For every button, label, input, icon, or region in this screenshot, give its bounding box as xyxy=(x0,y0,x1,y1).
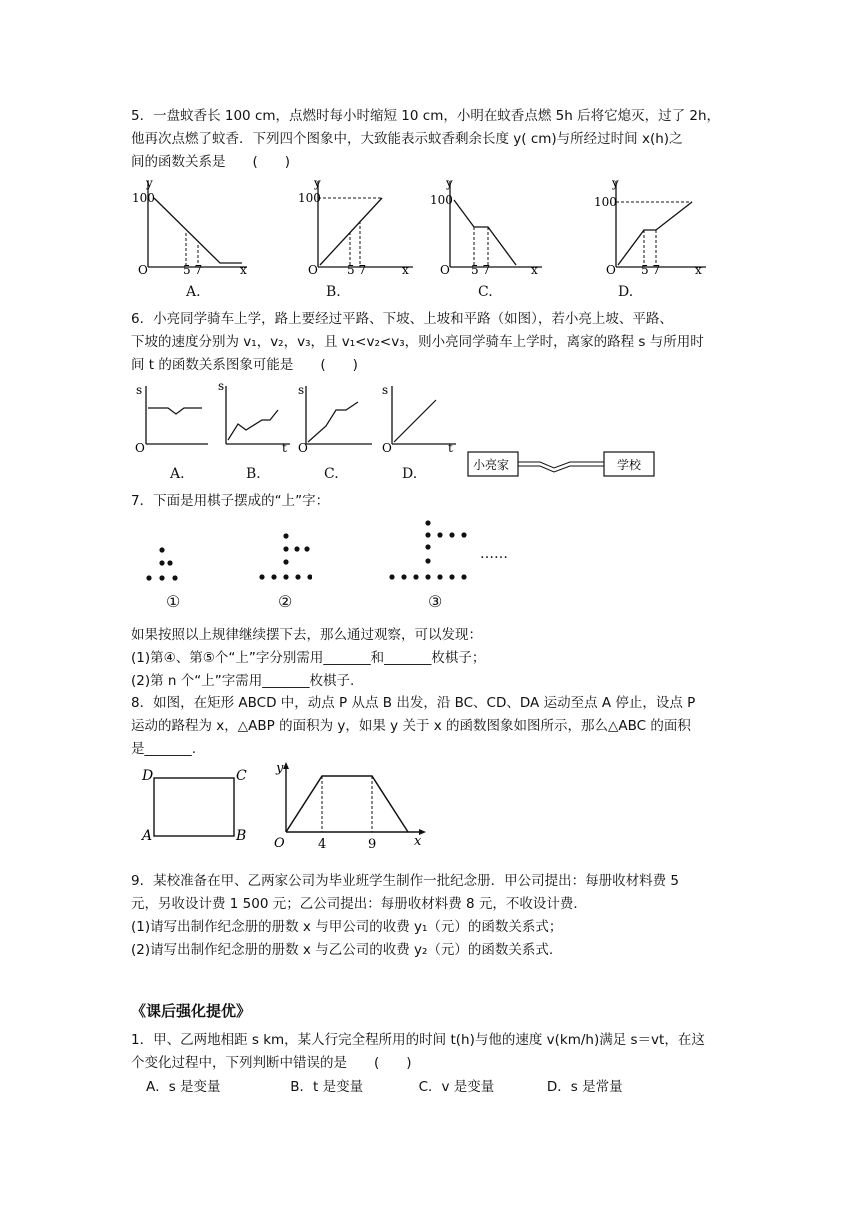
axis-s-label: s xyxy=(298,383,305,397)
axis-s-label: s xyxy=(136,383,143,397)
origin-label: O xyxy=(298,441,308,455)
q5-option-b: B. xyxy=(326,284,341,300)
origin-label: O xyxy=(606,263,616,275)
axis-x-label: x xyxy=(414,834,422,849)
axis-y-label: y xyxy=(446,176,453,190)
x-tick-label: 5 7 xyxy=(183,263,203,275)
origin-label: O xyxy=(135,441,145,455)
q6-option-a: A. xyxy=(170,466,185,482)
q6-line-1: 6．小亮同学骑车上学，路上要经过平路、下坡、上坡和平路（如图），若小亮上坡、平路、 xyxy=(131,311,673,327)
school-label: 学校 xyxy=(617,458,642,472)
s1-line-2: 个变化过程中，下列判断中错误的是 ( ) xyxy=(131,1055,412,1071)
q8-function-graph xyxy=(272,760,432,852)
q6-road-diagram xyxy=(466,448,676,480)
origin-label: O xyxy=(440,263,450,275)
q5-line-1: 5．一盘蚊香长 100 cm，点燃时每小时缩短 10 cm，小明在蚊香点燃 5h 后将它熄灭，过了 2h， xyxy=(131,108,721,124)
q7-pattern-3 xyxy=(386,515,476,585)
axis-y-label: y xyxy=(612,176,619,190)
s1-option-a: A．s 是变量 xyxy=(146,1079,221,1095)
x-tick-label: 5 7 xyxy=(347,263,367,275)
origin-label: O xyxy=(138,263,148,275)
q9-line-4: (2)请写出制作纪念册的册数 x 与乙公司的收费 y₂（元）的函数关系式. xyxy=(131,942,554,958)
x-tick-9: 9 xyxy=(368,837,377,852)
axis-t-label: t xyxy=(448,441,453,455)
vertex-a-label: A xyxy=(142,828,153,844)
q6-graph-c xyxy=(296,380,376,455)
q9-line-1: 9．某校准备在甲、乙两家公司为毕业班学生制作一批纪念册．甲公司提出：每册收材料费 5 xyxy=(131,873,679,889)
axis-x-label: x xyxy=(402,263,409,275)
q5-line-3: 间的函数关系是 ( ) xyxy=(131,154,291,170)
origin-label: O xyxy=(274,836,285,851)
q8-line-2: 运动的路程为 x，△ABP 的面积为 y，如果 y 关于 x 的函数图象如图所示，那么△ABC 的面积 xyxy=(131,718,691,734)
axis-y-label: y xyxy=(276,761,284,776)
q7-pattern-1 xyxy=(140,540,190,585)
axis-y-label: y xyxy=(314,176,321,190)
q7-line-3: (1)第④、第⑤个“上”字分别需用_______和_______枚棋子； xyxy=(131,650,486,666)
s1-option-c: C．v 是变量 xyxy=(418,1079,495,1095)
q8-line-1: 8．如图，在矩形 ABCD 中，动点 P 从点 B 出发，沿 BC、CD、DA 运动至点 A 停止，设点 P xyxy=(131,695,696,711)
s1-options xyxy=(146,1076,623,1098)
home-label: 小亮家 xyxy=(473,458,510,472)
q6-graph-d xyxy=(380,380,460,455)
axis-s-label: s xyxy=(218,380,225,393)
vertex-d-label: D xyxy=(142,768,154,784)
q9-line-2: 元，另收设计费 1 500 元；乙公司提出：每册收材料费 8 元，不收设计费． xyxy=(131,896,587,912)
y-tick-label: 100 xyxy=(430,193,453,207)
x-tick-label: 5 7 xyxy=(641,263,661,275)
q5-option-a: A. xyxy=(186,284,201,300)
q7-line-1: 7．下面是用棋子摆成的“上”字： xyxy=(131,493,330,509)
q7-label-2: ② xyxy=(278,592,293,611)
x-tick-label: 5 7 xyxy=(471,263,491,275)
q6-graph-a xyxy=(132,380,212,455)
q7-label-3: ③ xyxy=(428,592,443,611)
origin-label: O xyxy=(382,441,392,455)
q8-rectangle-figure xyxy=(140,762,255,844)
axis-x-label: x xyxy=(695,263,702,275)
s1-option-d: D．s 是常量 xyxy=(546,1079,623,1095)
q5-line-2: 他再次点燃了蚊香．下列四个图象中，大致能表示蚊香剩余长度 y( cm)与所经过时间 x(h)之 xyxy=(131,131,683,147)
axis-x-label: x xyxy=(240,263,247,275)
q5-option-c: C. xyxy=(478,284,493,300)
s1-line-1: 1．甲、乙两地相距 s km，某人行完全程所用的时间 t(h)与他的速度 v(km/h)满足 s＝vt，在这 xyxy=(131,1032,705,1048)
y-tick-label: 100 xyxy=(132,191,155,205)
q7-label-1: ① xyxy=(166,592,181,611)
axis-t-label: t xyxy=(282,441,287,455)
origin-label: O xyxy=(308,263,318,275)
vertex-c-label: C xyxy=(236,768,247,784)
q6-line-2: 下坡的速度分别为 v₁，v₂，v₃，且 v₁<v₂<v₃，则小亮同学骑车上学时，离家的路程 s 与所用时 xyxy=(131,334,704,350)
q5-graph-a xyxy=(132,175,252,275)
axis-s-label: s xyxy=(382,383,389,397)
q5-graph-d xyxy=(594,175,714,275)
q5-graph-b xyxy=(298,175,418,275)
s1-option-b: B．t 是变量 xyxy=(290,1079,364,1095)
q7-pattern-2 xyxy=(252,528,312,585)
q6-line-3: 间 t 的函数关系图象可能是 ( ) xyxy=(131,357,358,373)
q7-line-2: 如果按照以上规律继续摆下去，那么通过观察，可以发现： xyxy=(131,627,482,643)
x-tick-4: 4 xyxy=(318,837,327,852)
y-tick-label: 100 xyxy=(594,195,617,209)
axis-x-label: x xyxy=(531,263,538,275)
q6-graph-b xyxy=(216,380,296,455)
section-heading: 《课后强化提优》 xyxy=(131,1002,252,1020)
q5-graph-c xyxy=(430,175,550,275)
q7-ellipsis: …… xyxy=(480,546,508,562)
q9-line-3: (1)请写出制作纪念册的册数 x 与甲公司的收费 y₁（元）的函数关系式； xyxy=(131,919,563,935)
q8-line-3: 是_______. xyxy=(131,741,197,757)
q5-option-d: D. xyxy=(618,284,634,300)
q6-option-d: D. xyxy=(402,466,418,482)
q6-option-c: C. xyxy=(324,466,339,482)
axis-y-label: y xyxy=(146,176,153,190)
vertex-b-label: B xyxy=(236,828,247,844)
q6-option-b: B. xyxy=(246,466,261,482)
y-tick-label: 100 xyxy=(298,191,321,205)
q7-line-4: (2)第 n 个“上”字需用_______枚棋子. xyxy=(131,673,355,689)
